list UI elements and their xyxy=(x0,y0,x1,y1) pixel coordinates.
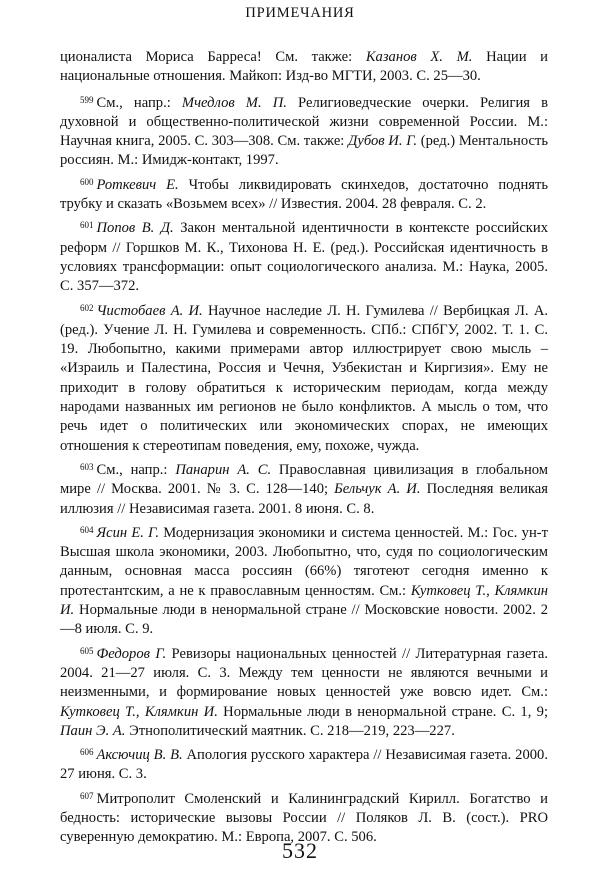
author-name: Кутковец Т., Клямкин И. xyxy=(60,582,548,619)
footnote-text: Закон ментальной идентичности в контексте российских реформ // Горшков М. К., Тихонова Н. Е. (ред.). Российская идентичность в условиях трансформации: опыт социологического анализа. М.: Наука, 2005. С. 357—372. xyxy=(60,220,549,295)
author-name: Бельчук А. И. xyxy=(334,481,421,498)
author-name: Кутковец Т., Клямкин И. xyxy=(60,703,218,720)
footnote-number: 600 xyxy=(80,176,94,187)
footnote-number: 606 xyxy=(80,747,94,758)
footnote-text: Религиоведческие очерки. Религия в духовной и общественно-политической жизни современной России. М.: Научная книга, 2005. С. 303—308. См. также: xyxy=(60,94,548,150)
footnote-text: Модернизация экономики и система ценностей. М.: Гос. ун-т Высшая школа экономики, 2003. Любопытно, что, судя по социологическим данным, основная масса россиян (66%) тяготеют сегодня именно к протестантским, а не к православным ценностям. См.: xyxy=(60,524,548,599)
footnote-text: Митрополит Смоленский и Калининградский Кирилл. Богатство и бедность: исторические вызовы России // Поляков Л. В. (сост.). PRO суверенную демократию. М.: Европа, 2007. С. 506. xyxy=(60,790,548,846)
footnote-604 xyxy=(60,521,548,640)
footnote-text: Нормальные люди в ненормальной стране // Московские новости. 2002. 2—8 июля. С. 9. xyxy=(60,602,548,638)
footnote-603 xyxy=(60,458,548,519)
footnote-602 xyxy=(60,299,548,456)
footnote-text: Нации и национальные отношения. Майкоп: Изд-во МГТИ, 2003. С. 25—30. xyxy=(60,49,548,85)
author-name: Ясин Е. Г. xyxy=(96,524,160,541)
footnote-599 xyxy=(60,91,548,171)
footnote-text: Научное наследие Л. Н. Гумилева // Вербицкая Л. А. (ред.). Учение Л. Н. Гумилева и современность. СПб.: СПбГУ, 2002. Т. 1. С. 19. Любопытно, какими примерами автор иллюстрирует свою мысль – «Израиль и Палестина, Россия и Чечня, Узбекистан и Киргизия». Ему не приходит в голову обратиться к историческим периодам, когда между народами названных им регионов не было конфликтов. А мысль о том, что речь идет о политических или экономических спорах, не имеющих отношения к стереотипам поведения, ему, похоже, чужда. xyxy=(60,302,549,454)
footnote-number: 603 xyxy=(80,461,94,472)
footnote-text: ционалиста Мориса Барреса! См. также: xyxy=(60,49,366,65)
footnote-text: Апология русского характера // Независимая газета. 2000. 27 июня. С. 3. xyxy=(60,747,548,783)
footnote-number: 602 xyxy=(80,302,94,313)
author-name: Чистобаев А. И. xyxy=(96,302,203,319)
author-name: Федоров Г. xyxy=(96,645,167,662)
footnote-600 xyxy=(60,173,548,215)
author-name: Дубов И. Г. xyxy=(348,133,418,150)
footnote-text: Этнополитический маятник. С. 218—219, 223—227. xyxy=(125,722,455,739)
footnote-text: Ревизоры национальных ценностей // Литературная газета. 2004. 21—27 июля. С. 3. Между тем ценности не являются вечными и неизменными, и формирование новых ценностей уже вовсю идет. См.: xyxy=(60,645,548,701)
author-name: Паин Э. А. xyxy=(60,722,126,739)
author-name: Панарин А. С. xyxy=(175,461,272,478)
author-name: Попов В. Д. xyxy=(96,220,174,237)
footnote-number: 599 xyxy=(80,94,94,105)
author-name: Мчедлов М. П. xyxy=(181,94,287,111)
footnote-continuation xyxy=(60,48,548,87)
footnote-number: 604 xyxy=(80,524,94,535)
footnote-number: 605 xyxy=(80,645,94,656)
footnote-text: Нормальные люди в ненормальной стране. С. 1, 9; xyxy=(217,703,548,720)
footnote-number: 607 xyxy=(80,790,94,801)
author-name: Роткевич Е. xyxy=(96,176,179,193)
footnote-text: Чтобы ликвидировать скинхедов, достаточно поднять трубку и сказать «Возьмем всех» // Известия. 2004. 28 февраля. С. 2. xyxy=(60,176,549,213)
footnote-text: Православная цивилизация в глобальном мире // Москва. 2001. № 3. С. 128—140; xyxy=(60,461,549,498)
footnote-text: Последняя великая иллюзия // Независимая газета. 2001. 8 июня. С. 8. xyxy=(60,481,548,517)
footnote-text: См., напр.: xyxy=(96,94,182,111)
footnote-number: 601 xyxy=(80,220,94,231)
page-number: 532 xyxy=(282,838,318,863)
author-name: Казанов Х. М. xyxy=(365,49,473,65)
running-header: ПРИМЕЧАНИЯ xyxy=(245,5,355,21)
footnote-text: (ред.) Ментальность россиян. М.: Имидж-контакт, 1997. xyxy=(60,133,548,169)
notes-section xyxy=(60,48,548,850)
footnote-606 xyxy=(60,743,548,785)
footnote-text: См., напр.: xyxy=(96,461,176,478)
author-name: Аксючиц В. В. xyxy=(96,747,183,764)
footnote-605 xyxy=(60,642,548,741)
footnote-601 xyxy=(60,216,548,296)
